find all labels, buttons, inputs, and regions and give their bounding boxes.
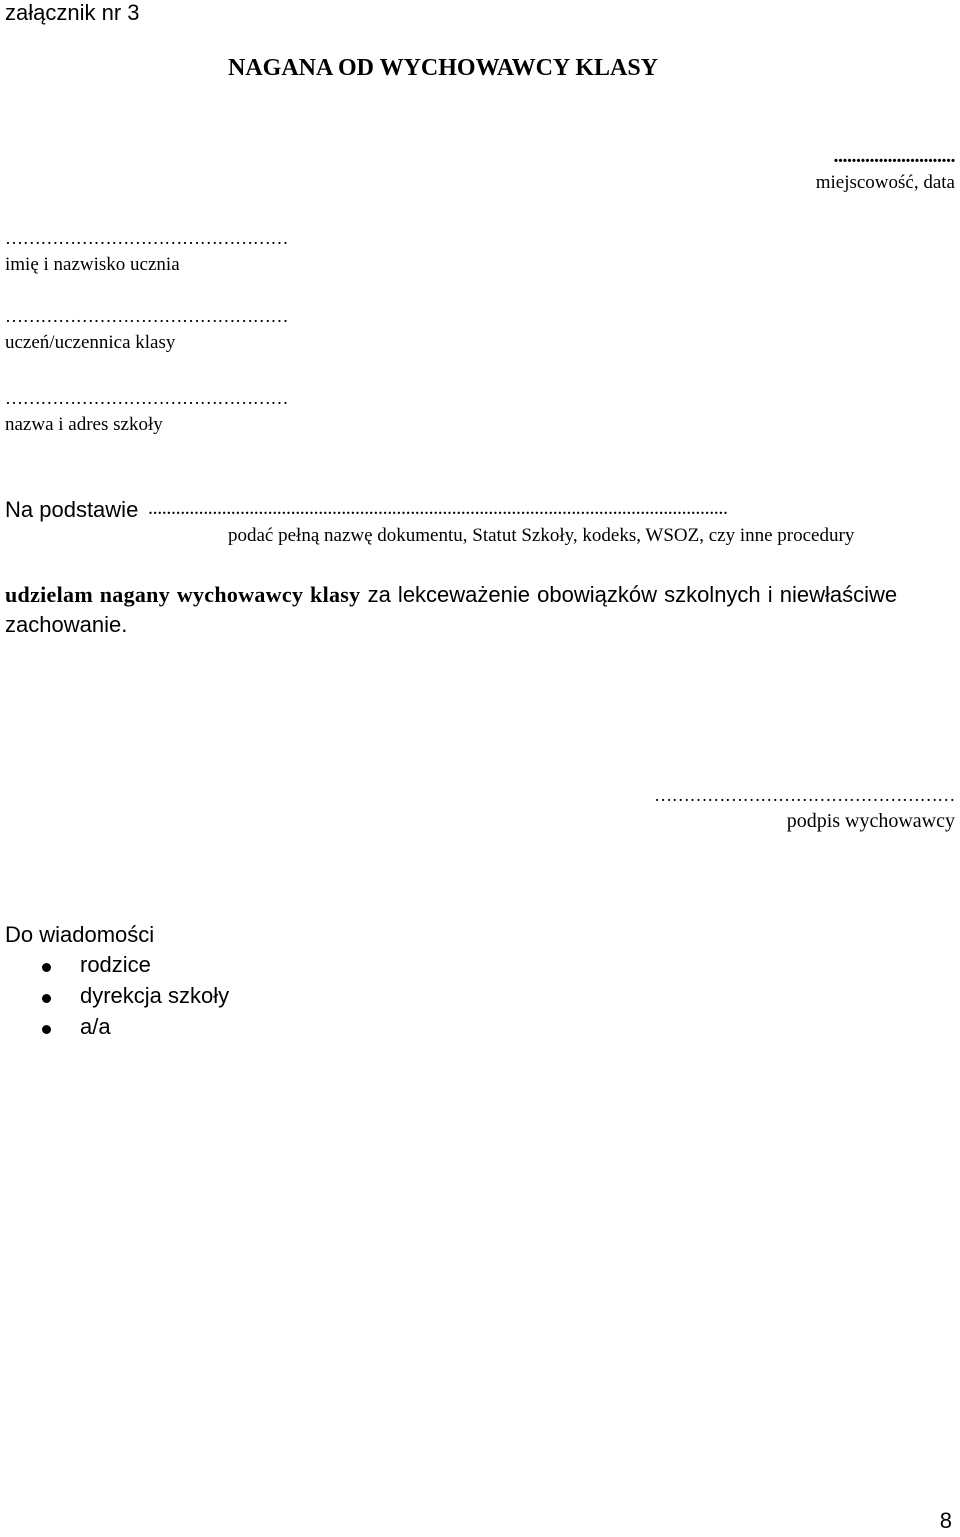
place-date-label: miejscowość, data bbox=[815, 172, 955, 193]
reprimand-rest: za lekceważenie obowiązków szkolnych i niewłaściwe zachowanie. bbox=[5, 582, 898, 637]
signature-label: podpis wychowawcy bbox=[786, 810, 955, 832]
notice-heading: Do wiadomości bbox=[5, 922, 155, 947]
recipient-label: rodzice bbox=[80, 952, 151, 977]
bullet-icon bbox=[42, 994, 51, 1003]
student-class-label: uczeń/uczennica klasy bbox=[5, 332, 176, 353]
signature-dots: …………………………………………… bbox=[654, 785, 955, 805]
place-date-dots: ........................... bbox=[833, 145, 955, 167]
annex-label: załącznik nr 3 bbox=[5, 0, 140, 25]
bullet-icon bbox=[42, 1025, 51, 1034]
school-address-label: nazwa i adres szkoły bbox=[5, 414, 163, 435]
basis-label: Na podstawie bbox=[5, 497, 139, 522]
reprimand-bold: udzielam nagany wychowawcy klasy bbox=[5, 582, 361, 607]
recipient-label: dyrekcja szkoły bbox=[80, 983, 230, 1008]
page-number: 8 bbox=[939, 1508, 952, 1533]
document-title: NAGANA OD WYCHOWAWCY KLASY bbox=[228, 55, 659, 81]
reprimand-statement bbox=[5, 580, 960, 640]
recipient-label: a/a bbox=[80, 1014, 111, 1039]
student-name-dots: ………………………………………… bbox=[5, 228, 289, 248]
basis-dots: .............................................................................................................................. bbox=[148, 497, 728, 519]
school-address-dots: ………………………………………… bbox=[5, 388, 289, 408]
bullet-icon bbox=[42, 963, 51, 972]
student-name-label: imię i nazwisko ucznia bbox=[5, 254, 180, 275]
student-class-dots: ………………………………………… bbox=[5, 306, 289, 326]
basis-hint: podać pełną nazwę dokumentu, Statut Szkoły, kodeks, WSOZ, czy inne procedury bbox=[228, 525, 855, 546]
